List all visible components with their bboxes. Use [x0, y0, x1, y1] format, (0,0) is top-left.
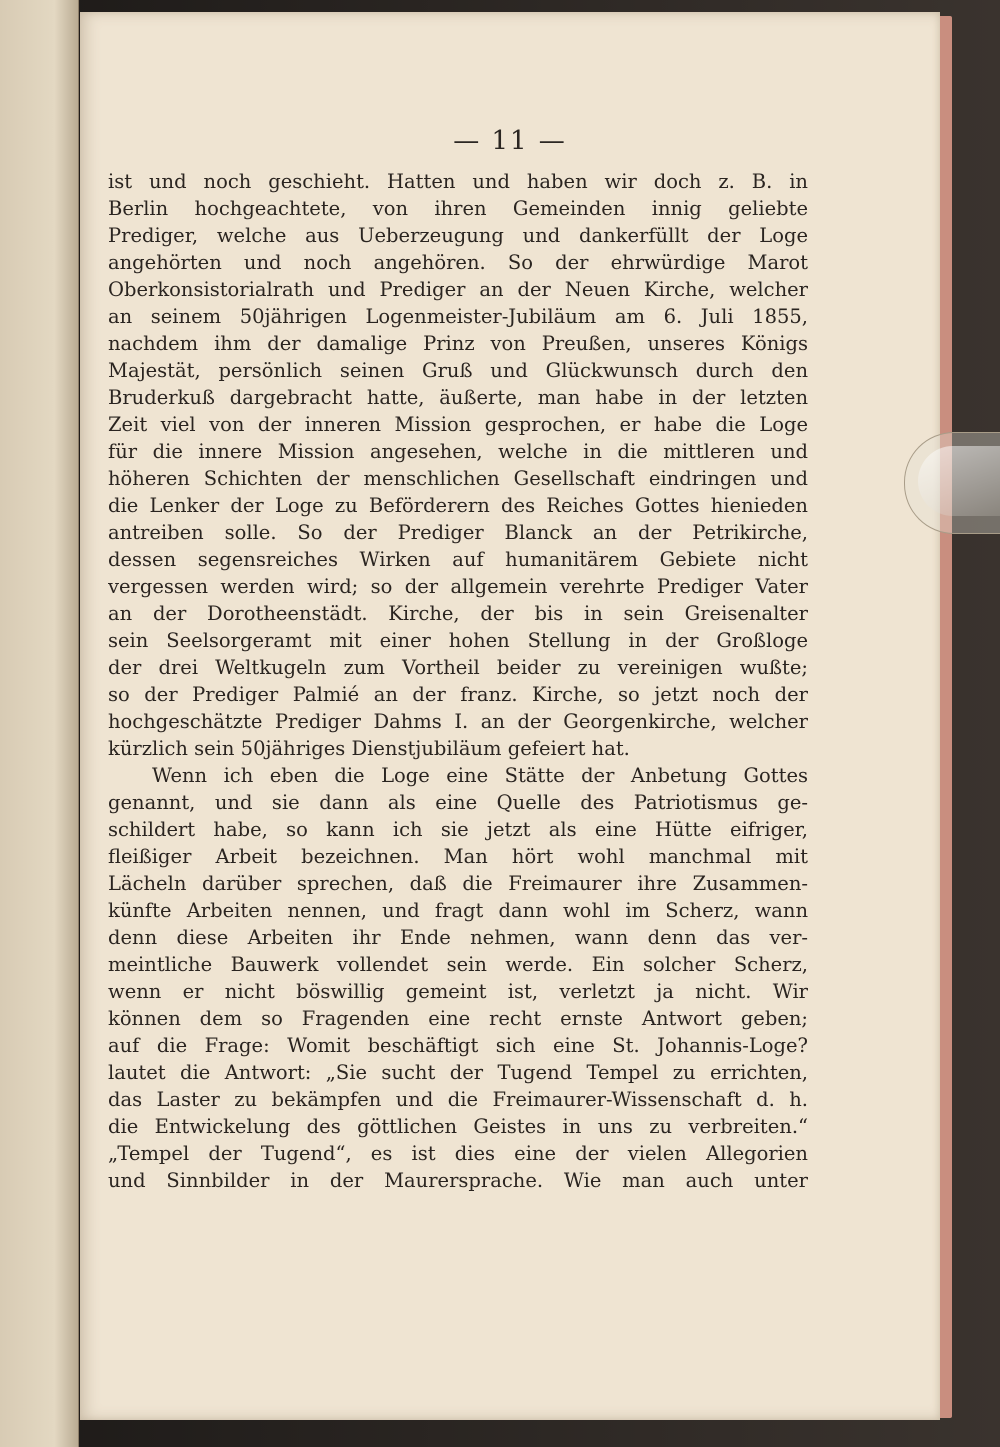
text-line: die Lenker der Loge zu Beförderern des Reiches Gottes hienieden — [108, 494, 808, 517]
text-line: an seinem 50jährigen Logenmeister-Jubiläum am 6. Juli 1855, — [108, 305, 808, 328]
body-text — [108, 168, 808, 1194]
text-line: höheren Schichten der menschlichen Gesellschaft eindringen und — [108, 467, 808, 490]
text-line: an der Dorotheenstädt. Kirche, der bis in sein Greisenalter — [108, 602, 808, 625]
text-line: schildert habe, so kann ich sie jetzt als eine Hütte eifriger, — [108, 818, 808, 841]
page-number: — 11 — — [453, 126, 567, 156]
text-line: der drei Weltkugeln zum Vortheil beider zu vereinigen wußte; — [108, 656, 808, 679]
text-line: hochgeschätzte Prediger Dahms I. an der Georgenkirche, welcher — [108, 710, 808, 733]
text-line: dessen segensreiches Wirken auf humanitärem Gebiete nicht — [108, 548, 808, 571]
text-line: sein Seelsorgeramt mit einer hohen Stellung in der Großloge — [108, 629, 808, 652]
text-line: fleißiger Arbeit bezeichnen. Man hört wohl manchmal mit — [108, 845, 808, 868]
text-line: angehörten und noch angehören. So der ehrwürdige Marot — [108, 251, 808, 274]
text-line: Lächeln darüber sprechen, daß die Freimaurer ihre Zusammen- — [108, 872, 808, 895]
text-line: genannt, und sie dann als eine Quelle des Patriotismus ge- — [108, 791, 808, 814]
text-line: denn diese Arbeiten ihr Ende nehmen, wann denn das ver- — [108, 926, 808, 949]
text-line: können dem so Fragenden eine recht ernste Antwort geben; — [108, 1007, 808, 1030]
text-line: künfte Arbeiten nennen, und fragt dann wohl im Scherz, wann — [108, 899, 808, 922]
text-line: antreiben solle. So der Prediger Blanck an der Petrikirche, — [108, 521, 808, 544]
facing-page-edge — [0, 0, 79, 1447]
text-line: Wenn ich eben die Loge eine Stätte der Anbetung Gottes — [152, 764, 808, 787]
text-line: „Tempel der Tugend“, es ist dies eine der vielen Allegorien — [108, 1142, 808, 1165]
text-line: Oberkonsistorialrath und Prediger an der Neuen Kirche, welcher — [108, 278, 808, 301]
text-line: nachdem ihm der damalige Prinz von Preußen, unseres Königs — [108, 332, 808, 355]
text-line: und Sinnbilder in der Maurersprache. Wie man auch unter — [108, 1169, 808, 1192]
text-line: die Entwickelung des göttlichen Geistes in uns zu verbreiten.“ — [108, 1115, 808, 1138]
text-line: Prediger, welche aus Ueberzeugung und dankerfüllt der Loge — [108, 224, 808, 247]
text-line: meintliche Bauwerk vollendet sein werde. Ein solcher Scherz, — [108, 953, 808, 976]
text-line: Berlin hochgeachtete, von ihren Gemeinden innig geliebte — [108, 197, 808, 220]
text-line: Bruderkuß dargebracht hatte, äußerte, man habe in der letzten — [108, 386, 808, 409]
text-line: Zeit viel von der inneren Mission gesprochen, er habe die Loge — [108, 413, 808, 436]
text-line: lautet die Antwort: „Sie sucht der Tugend Tempel zu errichten, — [108, 1061, 808, 1084]
text-line: Majestät, persönlich seinen Gruß und Glückwunsch durch den — [108, 359, 808, 382]
text-line: kürzlich sein 50jähriges Dienstjubiläum gefeiert hat. — [108, 737, 630, 760]
text-line: ist und noch geschieht. Hatten und haben wir doch z. B. in — [108, 170, 808, 193]
text-line: das Laster zu bekämpfen und die Freimaurer-Wissenschaft d. h. — [108, 1088, 808, 1111]
text-line: auf die Frage: Womit beschäftigt sich eine St. Johannis-Loge? — [108, 1034, 808, 1057]
text-line: vergessen werden wird; so der allgemein verehrte Prediger Vater — [108, 575, 808, 598]
text-line: für die innere Mission angesehen, welche in die mittleren und — [108, 440, 808, 463]
bookmark-tab-gloss — [918, 446, 1000, 516]
text-line: wenn er nicht böswillig gemeint ist, verletzt ja nicht. Wir — [108, 980, 808, 1003]
text-line: so der Prediger Palmié an der franz. Kirche, so jetzt noch der — [108, 683, 808, 706]
